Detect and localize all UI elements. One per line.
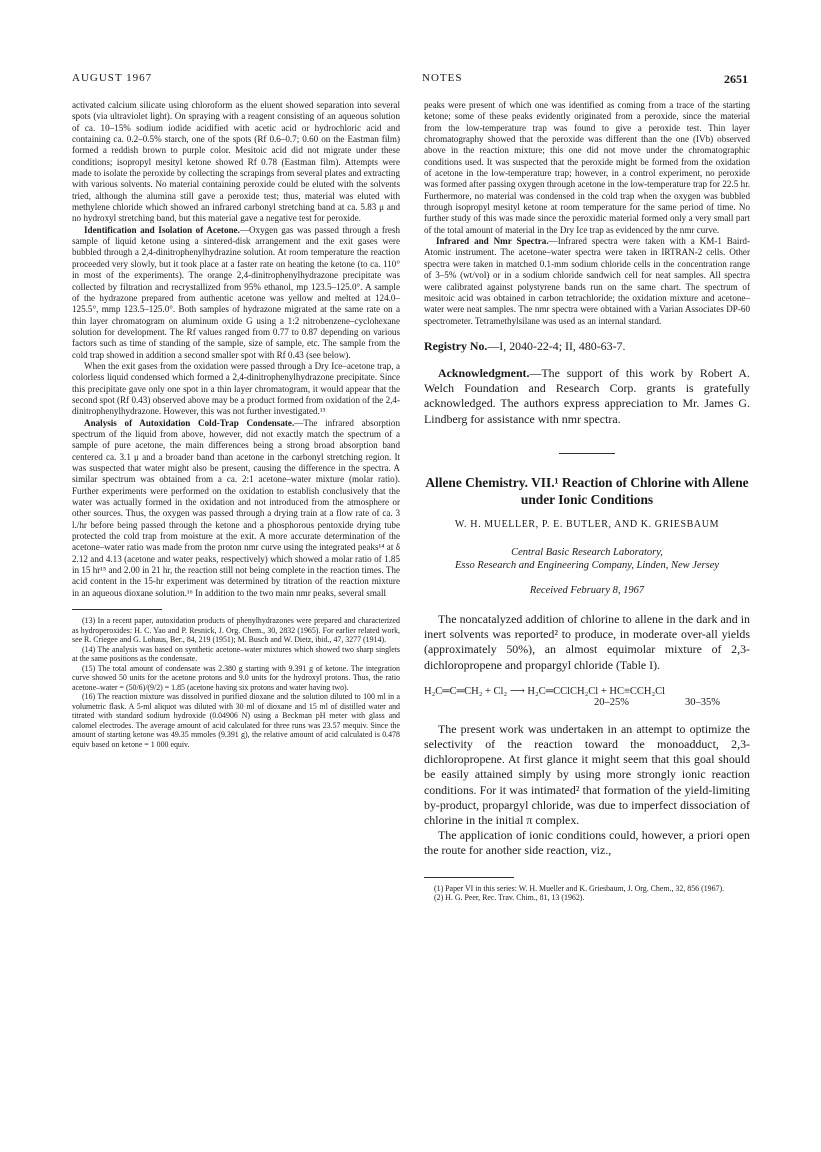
paragraph: Identification and Isolation of Acetone.—Oxygen gas was passed through a fresh sample of liquid ketone using a sintered-disk arrangement and the exit gases were bubbled through a 2,4-dinitrophenylhydrazine solution. At room temperature the reaction proceeded very slowly, but it took place at a faster rate on heating the ketone (to ca. 110° in most of the experiments). The orange 2,4-dinitrophenylhydrazone precipitate was collected by filtration and recrystallized from 95% ethanol, mp 123.5–125.0°. A sample of the hydrazone prepared from authentic acetone was yellow and melted at 124.0–125.5°, mmp 123.5–125.0°. Both samples of hydrazone migrated at the same rate on a thin layer chromatogram on aluminum oxide G using a 1:2 nitrobenzene–cyclohexane solution for development. The Rf values ranged from 0.77 to 0.87 depending on various factors such as time of standing of the sample, size of sample, etc. The sample from the cold trap showed in addition a second smaller spot with Rf 0.43 (see below). (72, 224, 400, 360)
paragraph: activated calcium silicate using chloroform as the eluent showed separation into several spots (via ultraviolet light). On spraying with a reagent consisting of an aqueous solution of ca. 10–15% sodium iodide acidified with acetic acid or hydrochloric acid and containing ca. 0.2–0.5% starch, one of the spots (Rf 0.6–0.7; 0.60 on the Eastman film) formed a reddish brown to purple color. Mesitoic acid did not migrate under these conditions; isopropyl mesityl ketone showed Rf 0.78 (Eastman film). Attempts were made to isolate the peroxide by collecting the scrapings from several plates and extracting with various solvents. No material containing peroxide could be eluted with the solvents tried, although the alumina still gave a peroxide test; thus, material was eluted with methylene chloride which showed an infrared carbonyl stretching band at ca. 5.83 μ and no hydroxyl stretching band, but this material gave a negative test for peroxide. (72, 100, 400, 224)
yield-label: 30–35% (685, 696, 720, 708)
equation-yields (424, 697, 750, 710)
page-number: 2651 (724, 72, 748, 86)
registry-numbers: Registry No.—I, 2040-22-4; II, 480-63-7. (424, 338, 626, 353)
header-date: AUGUST 1967 (72, 72, 153, 84)
header-section: NOTES (422, 72, 463, 84)
footnote: (15) The total amount of condensate was 2.380 g starting with 9.391 g of ketone. The integration curve showed 50 units for the acetone protons and 9.0 units for the hydroxyl protons. Thus, the ratio acetone–water = (50/6)/(9/2) = 1.85 (acetone having six protons and water having two). (72, 663, 400, 692)
acknowledgment: Acknowledgment.—The support of this work by Robert A. Welch Foundation and Research Corp. grants is gratefully acknowledged. The authors express appreciation to Mr. James G. Lindberg for assistance with nmr spectra. (424, 366, 750, 426)
running-header (72, 72, 748, 88)
paragraph: The present work was undertaken in an attempt to optimize the selectivity of the reaction toward the monoadduct, 2,3-dichloropropene. At first glance it might seem that this goal should be easily attained simply by using more strongly ionic reaction conditions. For it was intimated² that formation of the yield-limiting by-product, propargyl chloride, was due to imperfect dissociation of chlorine in the initial π complex. (424, 721, 750, 827)
left-column (72, 100, 400, 749)
right-column (424, 100, 750, 903)
paragraph: The noncatalyzed addition of chlorine to allene in the dark and in inert solvents was reported² to produce, in moderate over-all yields (approximately 50%), an almost equimolar mixture of 2,3-dichloropropene and propargyl chloride (Table I). (424, 611, 750, 672)
paragraph: Analysis of Autoxidation Cold-Trap Condensate.—The infrared absorption spectrum of the liquid from above, however, did not exactly match the spectrum of a sample of pure acetone, the main differences being a strong broad absorption band centered ca. 3.1 μ and a broader band than acetone in the carbonyl stretching region. It was suspected that water might also be present, causing the difference in the spectra. A similar spectrum was obtained from a ca. 2:1 acetone–water mixture (molar ratio). Further experiments were performed on the oxidation to establish conclusively that the water was actually formed in the oxidation and not introduced from the atmosphere or other sources. Thus, the oxygen was passed through a drying train at a flow rate of ca. 3 l./hr before being passed through the ketone and a phosphorous pentoxide drying tube protected the cold trap from moisture at the exit. A more accurate determination of the acetone–water ratio was made from the proton nmr curve using the integrated peaks¹⁴ at δ 2.12 and 4.13 (acetone and water peaks, respectively) which showed a molar ratio of 1.85 in 15 hr¹⁵ and 2.00 in 21 hr, the reaction still not being complete in the reaction times. The acid content in the 15-hr experiment was determined by titration of the reaction mixture in an aqueous dioxane solution.¹⁶ In addition to the two main nmr peaks, several small (72, 417, 400, 598)
footnote-rule (424, 877, 514, 878)
paragraph: When the exit gases from the oxidation were passed through a Dry Ice–acetone trap, a colorless liquid condensed which formed a 2,4-dinitrophenylhydrazone precipitate. Since this precipitate gave only one spot in a thin layer chromatogram, it would appear that the second spot (Rf 0.43) observed above may be a product formed from oxidation of the 2,4-dinitrophenylhydrazone. However, this was not further investigated.¹³ (72, 360, 400, 417)
section-heading: Analysis of Autoxidation Cold-Trap Condensate. (84, 417, 295, 428)
article-separator (559, 453, 615, 454)
article-title: Allene Chemistry. VII.¹ Reaction of Chlorine with Allene under Ionic Conditions (425, 474, 749, 508)
footnote: (1) Paper VI in this series: W. H. Mueller and K. Griesbaum, J. Org. Chem., 32, 856 (1967). (434, 883, 725, 893)
affiliation: Central Basic Research Laboratory, Esso Research and Engineering Company, Linden, New Jersey (454, 546, 720, 572)
equation-text: H₂C═C═CH₂ + Cl₂ ⟶ H₂C═CClCH₂Cl + HC≡CCH₂Cl (424, 685, 666, 697)
footnote: (2) H. G. Peer, Rec. Trav. Chim., 81, 13 (1962). (434, 893, 585, 903)
reaction-equation (424, 685, 750, 710)
yield-label: 20–25% (594, 696, 629, 708)
paragraph: peaks were present of which one was identified as coming from a trace of the starting ketone; some of these peaks evidently originated from a peroxide, since the material from the low-temperature trap was found to give a peroxide test. Thin layer chromatography showed that the peroxide was different than the one (IVb) observed above in the reaction mixture; this one did not move under the chromatographic conditions used. It was suspected that the peroxide might be formed from the oxidation of acetone in the low-temperature trap; however, in a control experiment, no peroxide was formed after passing oxygen through acetone in the low-temperature trap for 22.5 hr. Furthermore, no material was condensed in the cold trap when the oxygen was bubbled through isopropyl mesityl ketone at room temperature for the same period of time. No further study of this was made since the peroxidic material formed only a very small part of the total amount of material in the Dry Ice trap as evidenced by the nmr curve. (424, 100, 750, 235)
footnote: (13) In a recent paper, autoxidation products of phenylhydrazones were prepared and characterized as hydroperoxides: H. C. Yao and P. Resnick, J. Org. Chem., 30, 2832 (1965). For earlier related work, see R. Criegee and G. Lohaus, Ber., 84, 219 (1951); M. Busch and W. Dietz, ibid., 47, 3277 (1914). (72, 616, 400, 645)
article-authors: W. H. MUELLER, P. E. BUTLER, AND K. GRIESBAUM (454, 518, 720, 530)
paragraph: The application of ionic conditions could, however, a priori open the route for another side reaction, viz., (424, 828, 750, 858)
footnote-rule (72, 609, 162, 610)
received-date: Received February 8, 1967 (529, 584, 645, 596)
footnote: (16) The reaction mixture was dissolved in purified dioxane and the solution diluted to 100 ml in a volumetric flask. A 5-ml aliquot was diluted with 30 ml of dioxane and 15 ml of distilled water and titrated with standard sodium hydroxide (0.04906 N) using a Beckman pH meter with glass and calomel electrodes. The average amount of acid calculated for three runs was 23.57 mequiv. Since the amount of starting ketone was 49.35 mmoles (9.391 g), the relative amount of acid calculated is 0.478 equiv based on ketone = 1 000 equiv. (72, 692, 400, 749)
section-heading: Infrared and Nmr Spectra. (436, 236, 549, 247)
section-heading: Identification and Isolation of Acetone. (84, 224, 240, 235)
paragraph: Infrared and Nmr Spectra.—Infrared spectra were taken with a KM-1 Baird-Atomic instrument. The acetone–water spectra were taken in IRTRAN-2 cells. Other spectra were taken in matched 0.1-mm sodium chloride cells in the concentration range of 3–5% (wt/vol) or in a sodium chloride sandwich cell for neat samples. All spectra were calibrated against polystyrene bands run on the same chart. The spectrum of mesitoic acid was obtained in carbon tetrachloride; the oxidation mixture and acetone–water were neat samples. The nmr spectra were obtained with a Varian Associates DP-60 spectrometer. Tetramethylsilane was used as an internal standard. (424, 236, 751, 326)
footnote: (14) The analysis was based on synthetic acetone–water mixtures which showed two sharp singlets at the same positions as the condensate. (72, 644, 400, 664)
